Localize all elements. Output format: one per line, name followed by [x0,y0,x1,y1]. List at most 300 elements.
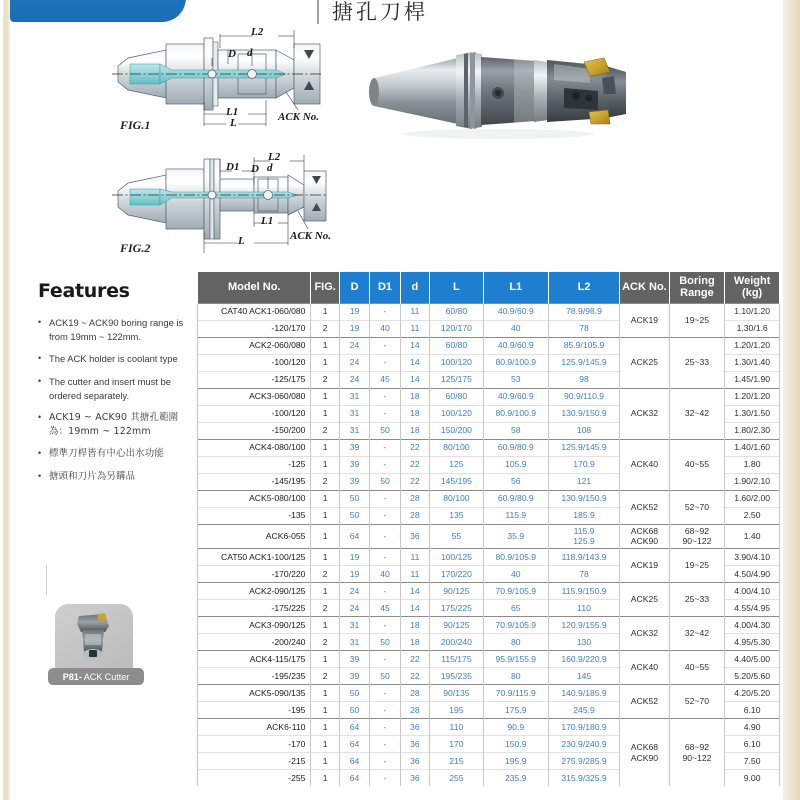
cell-D: 50 [339,490,369,507]
cell-L2: 118.9/143.9 [548,549,619,566]
cell-fig: 1 [311,439,339,456]
cell-L1: 105.9 [483,456,548,473]
column-header-ack: ACK No. [620,272,669,303]
cell-fig: 1 [311,303,339,320]
page-edge-left [3,0,10,800]
cell-L: 135 [430,507,484,524]
cell-L: 255 [430,770,484,787]
cell-ack-no: ACK68 ACK90 [620,719,669,787]
cell-D: 31 [339,388,369,405]
cell-model: ACK2-090/125 [198,583,311,600]
cell-d: 14 [400,371,429,388]
cell-d: 11 [400,566,429,583]
feature-item [38,375,188,402]
cell-D1: - [370,770,400,787]
cell-D1: 45 [370,371,400,388]
cell-L: 120/170 [430,320,484,337]
cell-D1: - [370,337,400,354]
cell-weight: 1.10/1.20 [725,303,780,320]
cell-L1: 40 [483,566,548,583]
cell-L2: 78.9/98.9 [548,303,619,320]
cell-ack-no: ACK68 ACK90 [620,524,669,548]
cell-D: 64 [339,719,369,736]
cell-D1: - [370,617,400,634]
cell-model: ACK5-080/100 [198,490,311,507]
cell-fig: 1 [311,456,339,473]
cell-L1: 53 [483,371,548,388]
cell-L: 90/125 [430,617,484,634]
cell-D: 64 [339,524,369,548]
cell-ack-no: ACK32 [620,388,669,439]
table-head [198,272,780,303]
cell-L1: 35.9 [483,524,548,548]
cell-boring-range: 52~70 [669,490,725,524]
cell-model: ACK3-060/080 [198,388,311,405]
cell-d: 11 [400,549,429,566]
cell-boring-range: 68~92 90~122 [669,524,725,548]
cell-fig: 1 [311,685,339,702]
cell-d: 36 [400,524,429,548]
cell-L1: 40.9/60.9 [483,388,548,405]
cell-D: 19 [339,566,369,583]
cell-D: 31 [339,422,369,439]
cell-L1: 40 [483,320,548,337]
cell-L2: 130 [548,634,619,651]
cell-D1: - [370,524,400,548]
cell-D: 31 [339,617,369,634]
cell-D1: - [370,549,400,566]
cell-L2: 245.9 [548,702,619,719]
cell-fig: 2 [311,371,339,388]
fig2-dim-d: d [267,162,273,174]
cell-fig: 1 [311,507,339,524]
cell-weight: 4.00/4.30 [725,617,780,634]
table-row [198,583,780,600]
cell-d: 36 [400,770,429,787]
cell-D: 24 [339,600,369,617]
cell-ack-no: ACK25 [620,583,669,617]
cell-L1: 60.9/80.9 [483,490,548,507]
cell-D1: - [370,702,400,719]
cell-fig: 1 [311,549,339,566]
cell-model: -125 [198,456,311,473]
bullet-icon: • [38,471,42,481]
cell-L2: 125.9/145.9 [548,439,619,456]
cell-D1: - [370,354,400,371]
cell-D: 39 [339,651,369,668]
cell-weight: 4.00/4.10 [725,583,780,600]
cell-D: 19 [339,303,369,320]
cell-D1: - [370,507,400,524]
cell-weight: 6.10 [725,702,780,719]
cell-L1: 235.9 [483,770,548,787]
cell-D: 24 [339,583,369,600]
cell-weight: 4.55/4.95 [725,600,780,617]
cell-D1: - [370,405,400,422]
cell-L: 125 [430,456,484,473]
cell-L: 195 [430,702,484,719]
column-header-d: d [400,272,429,303]
ack-cutter-badge-caption [48,668,144,685]
cell-d: 28 [400,702,429,719]
cell-ack-no: ACK40 [620,439,669,490]
column-header-L: L [430,272,484,303]
cell-D: 64 [339,753,369,770]
feature-text: 標準刀桿皆有中心出水功能 [49,448,164,460]
cell-model: ACK4-080/100 [198,439,311,456]
cell-d: 36 [400,736,429,753]
fig1-dim-d: d [247,47,253,59]
cell-L2: 140.9/185.9 [548,685,619,702]
cell-D: 50 [339,702,369,719]
cell-d: 11 [400,303,429,320]
fig1-dim-D: D [228,48,236,60]
cell-D1: - [370,303,400,320]
table-row [198,685,780,702]
cell-L: 150/200 [430,422,484,439]
badge-code: P81- [62,671,82,682]
bullet-icon: • [38,412,42,423]
fig2-dim-L2: L2 [268,151,281,163]
cell-L2: 108 [548,422,619,439]
table-row [198,549,780,566]
cell-fig: 1 [311,524,339,548]
cell-L: 100/120 [430,354,484,371]
cell-boring-range: 32~42 [669,617,725,651]
badge-label: ACK Cutter [83,671,130,682]
cell-L: 175/225 [430,600,484,617]
cell-L2: 78 [548,320,619,337]
cell-fig: 2 [311,600,339,617]
cell-D1: - [370,456,400,473]
column-header-L1: L1 [483,272,548,303]
cell-L: 80/100 [430,490,484,507]
cell-d: 18 [400,617,429,634]
cell-model: -150/200 [198,422,311,439]
cell-d: 18 [400,388,429,405]
cell-fig: 1 [311,617,339,634]
cell-L: 110 [430,719,484,736]
cell-d: 22 [400,473,429,490]
cell-boring-range: 25~33 [669,583,725,617]
cell-boring-range: 25~33 [669,337,725,388]
cell-L2: 130.9/150.9 [548,490,619,507]
cell-weight: 5.20/5.60 [725,668,780,685]
cell-d: 11 [400,320,429,337]
cell-weight: 6.10 [725,736,780,753]
cell-D: 64 [339,736,369,753]
cell-L2: 315.9/325.9 [548,770,619,787]
cell-weight: 1.30/1.50 [725,405,780,422]
cell-L2: 98 [548,371,619,388]
cell-model: -175/225 [198,600,311,617]
cell-L: 80/100 [430,439,484,456]
cell-L1: 150.9 [483,736,548,753]
cell-boring-range: 40~55 [669,651,725,685]
table-row [198,651,780,668]
cell-weight: 1.20/1.20 [725,388,780,405]
cell-ack-no: ACK19 [620,303,669,337]
cell-L1: 80 [483,634,548,651]
cell-model: ACK2-060/080 [198,337,311,354]
cell-L1: 80.9/100.9 [483,405,548,422]
cell-weight: 4.90 [725,719,780,736]
cell-boring-range: 52~70 [669,685,725,719]
cell-L1: 175.9 [483,702,548,719]
table-row [198,524,780,548]
cell-L1: 60.9/80.9 [483,439,548,456]
cell-D1: - [370,685,400,702]
cell-d: 36 [400,753,429,770]
cell-d: 14 [400,337,429,354]
cell-L1: 70.9/105.9 [483,617,548,634]
features-panel [38,280,188,493]
cell-d: 22 [400,651,429,668]
fig2-dim-D: D [251,163,259,175]
cell-L2: 275.9/285.9 [548,753,619,770]
cell-weight: 1.40 [725,524,780,548]
fig1-dim-L: L [230,117,237,129]
fig2-dim-D1: D1 [226,161,240,173]
cell-weight: 1.80/2.30 [725,422,780,439]
cell-fig: 1 [311,490,339,507]
cell-fig: 1 [311,770,339,787]
cell-L: 100/125 [430,549,484,566]
bullet-icon: • [38,448,42,459]
cell-D1: 40 [370,566,400,583]
cell-weight: 1.80 [725,456,780,473]
cell-model: ACK4-115/175 [198,651,311,668]
cell-D1: 45 [370,600,400,617]
cell-model: CAT50 ACK1-100/125 [198,549,311,566]
cell-boring-range: 40~55 [669,439,725,490]
cell-weight: 3.90/4.10 [725,549,780,566]
cell-model: -170/220 [198,566,311,583]
column-header-boring: Boring Range [669,272,725,303]
cell-L1: 58 [483,422,548,439]
cell-D1: - [370,583,400,600]
cell-L1: 65 [483,600,548,617]
cell-fig: 2 [311,473,339,490]
cell-D1: - [370,490,400,507]
feature-text: The ACK holder is coolant type [49,353,178,365]
figure-1-drawing [108,14,348,146]
table-row [198,439,780,456]
cell-weight: 4.40/5.00 [725,651,780,668]
column-header-fig: FIG. [311,272,339,303]
cell-D: 50 [339,685,369,702]
cell-d: 22 [400,456,429,473]
cell-L1: 40.9/60.9 [483,303,548,320]
cell-D: 19 [339,320,369,337]
bullet-icon: • [38,317,42,327]
cell-model: -195/235 [198,668,311,685]
cell-d: 28 [400,507,429,524]
cell-d: 28 [400,685,429,702]
table-row [198,719,780,736]
feature-item [38,470,188,484]
features-list [38,316,188,484]
cell-L2: 125.9/145.9 [548,354,619,371]
cell-D: 24 [339,354,369,371]
cell-D1: - [370,753,400,770]
cell-model: ACK6-055 [198,524,311,548]
cell-model: -145/195 [198,473,311,490]
table-header-row [198,272,780,303]
fig1-dim-L1: L1 [226,106,239,118]
cell-weight: 1.90/2.10 [725,473,780,490]
cell-model: -100/120 [198,354,311,371]
feature-text: The cutter and insert must be ordered separately. [49,375,171,401]
cell-L: 60/80 [430,388,484,405]
cell-model: -120/170 [198,320,311,337]
cell-L2: 110 [548,600,619,617]
cell-L2: 121 [548,473,619,490]
cell-D1: 50 [370,668,400,685]
cell-L2: 115.9 125.9 [548,524,619,548]
cell-L: 100/120 [430,405,484,422]
page-title: 搪孔刀桿 [332,0,428,24]
cell-D1: - [370,736,400,753]
cell-D: 31 [339,634,369,651]
cell-model: -135 [198,507,311,524]
cell-fig: 1 [311,388,339,405]
cell-D: 24 [339,337,369,354]
feature-text: ACK19 ~ ACK90 boring range is from 19mm ~ 122mm. [49,317,184,342]
bullet-icon: • [38,353,42,364]
page-edge-right [783,0,800,800]
bullet-icon: • [38,375,42,386]
cell-fig: 2 [311,320,339,337]
cell-fig: 1 [311,702,339,719]
cell-model: -170 [198,736,311,753]
cell-L1: 95.9/155.9 [483,651,548,668]
cell-D: 31 [339,405,369,422]
cell-d: 18 [400,634,429,651]
cell-model: ACK5-090/135 [198,685,311,702]
cell-L1: 80 [483,668,548,685]
cutter-icon [71,612,117,660]
cell-weight: 4.20/5.20 [725,685,780,702]
cell-d: 22 [400,439,429,456]
cell-L: 145/195 [430,473,484,490]
cell-L: 90/125 [430,583,484,600]
cell-d: 28 [400,490,429,507]
cell-fig: 1 [311,719,339,736]
figure-2-drawing [108,145,348,265]
fig1-dim-L2: L2 [251,26,264,38]
cell-D1: - [370,388,400,405]
cell-fig: 1 [311,354,339,371]
cell-D1: 50 [370,634,400,651]
cell-weight: 4.50/4.90 [725,566,780,583]
cell-L1: 80.9/105.9 [483,549,548,566]
cell-L: 55 [430,524,484,548]
cell-boring-range: 19~25 [669,303,725,337]
cell-weight: 1.60/2.00 [725,490,780,507]
cell-D: 64 [339,770,369,787]
cell-D1: - [370,439,400,456]
feature-item [38,316,188,343]
table-row [198,617,780,634]
cell-L1: 115.9 [483,507,548,524]
cell-fig: 1 [311,583,339,600]
cell-D: 39 [339,456,369,473]
cell-d: 14 [400,583,429,600]
column-header-L2: L2 [548,272,619,303]
specification-table [197,272,780,786]
cell-model: ACK3-090/125 [198,617,311,634]
cell-model: -215 [198,753,311,770]
cell-L: 200/240 [430,634,484,651]
cell-D1: 50 [370,422,400,439]
cell-L2: 90.9/110.9 [548,388,619,405]
fig1-label: FIG.1 [120,118,151,132]
fig2-ack-no-callout: ACK No. [290,230,331,242]
cell-L2: 115.9/150.9 [548,583,619,600]
cell-ack-no: ACK52 [620,685,669,719]
column-header-weight: Weight (kg) [725,272,780,303]
column-header-D1: D1 [370,272,400,303]
cell-weight: 7.50 [725,753,780,770]
cell-fig: 1 [311,736,339,753]
cell-d: 22 [400,668,429,685]
cell-D: 39 [339,439,369,456]
cell-L1: 80.9/100.9 [483,354,548,371]
cell-model: ACK6-110 [198,719,311,736]
cell-d: 36 [400,719,429,736]
cell-D: 39 [339,668,369,685]
cell-weight: 1.30/1.6 [725,320,780,337]
cell-L2: 130.9/150.9 [548,405,619,422]
cell-D: 19 [339,549,369,566]
feature-text: 搪頭和刀片為另購品 [49,471,136,482]
cell-L2: 170.9/180.9 [548,719,619,736]
cell-L: 170 [430,736,484,753]
cell-model: -100/120 [198,405,311,422]
cell-weight: 2.50 [725,507,780,524]
cell-L1: 56 [483,473,548,490]
cell-weight: 4.95/5.30 [725,634,780,651]
cell-model: -255 [198,770,311,787]
cell-weight: 1.20/1.20 [725,337,780,354]
cell-L2: 85.9/105.9 [548,337,619,354]
cell-L2: 145 [548,668,619,685]
cell-L: 90/135 [430,685,484,702]
cell-boring-range: 19~25 [669,549,725,583]
cell-D1: - [370,719,400,736]
column-header-model: Model No. [198,272,311,303]
cell-fig: 1 [311,405,339,422]
cell-L2: 230.9/240.9 [548,736,619,753]
cell-L2: 160.9/220.9 [548,651,619,668]
fig2-dim-L: L [238,235,245,247]
cell-weight: 1.30/1.40 [725,354,780,371]
cell-L1: 70.9/115.9 [483,685,548,702]
cell-model: -195 [198,702,311,719]
cell-ack-no: ACK40 [620,651,669,685]
cell-L: 60/80 [430,337,484,354]
cell-d: 14 [400,600,429,617]
cell-fig: 2 [311,566,339,583]
cell-D1: 50 [370,473,400,490]
column-header-D: D [339,272,369,303]
cell-d: 14 [400,354,429,371]
cell-D1: 40 [370,320,400,337]
feature-item [38,411,188,438]
cell-L2: 170.9 [548,456,619,473]
cell-L2: 78 [548,566,619,583]
